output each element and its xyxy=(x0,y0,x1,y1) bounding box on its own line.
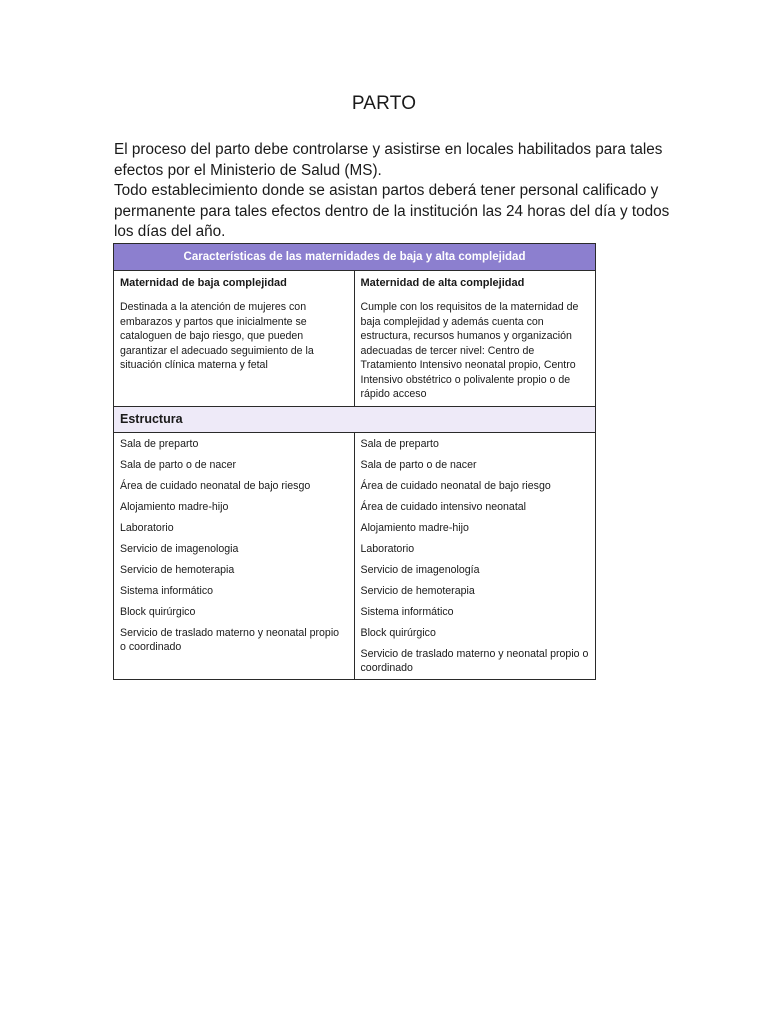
list-item: Laboratorio xyxy=(360,542,415,555)
page-title: PARTO xyxy=(351,93,417,114)
list-item: Sistema informático xyxy=(120,584,214,597)
list-item: Servicio de traslado materno y neonatal propio o coordinado xyxy=(120,626,340,653)
list-item: Sala de parto o de nacer xyxy=(120,458,237,471)
low-complexity-structure-list xyxy=(114,433,355,679)
list-item: Servicio de traslado materno y neonatal propio o coordinado xyxy=(360,647,589,674)
list-item: Sala de parto o de nacer xyxy=(360,458,477,471)
intro-paragraph-1: El proceso del parto debe controlarse y asistirse en locales habilitados para tales efectos por el Ministerio de Salud (MS). xyxy=(114,141,663,179)
list-item: Sistema informático xyxy=(360,605,454,618)
high-complexity-structure-list xyxy=(355,433,596,679)
table-title: Características de las maternidades de baja y alta complejidad xyxy=(114,244,595,271)
structure-row xyxy=(114,433,595,679)
description-row xyxy=(114,300,595,407)
column-headers-row xyxy=(114,271,595,300)
list-item: Servicio de imagenología xyxy=(360,563,480,576)
list-item: Área de cuidado intensivo neonatal xyxy=(360,500,527,513)
maternity-comparison-table xyxy=(113,243,596,680)
list-item: Sala de preparto xyxy=(120,437,199,450)
intro-text xyxy=(114,140,674,243)
list-item: Sala de preparto xyxy=(360,437,439,450)
list-item: Block quirúrgico xyxy=(120,605,196,618)
list-item: Área de cuidado neonatal de bajo riesgo xyxy=(360,479,551,492)
list-item: Laboratorio xyxy=(120,521,174,534)
high-complexity-description: Cumple con los requisitos de la maternidad de baja complejidad y además cuenta con estructura, recursos humanos y organización adecuadas de tercer nivel: Centro de Tratamiento Intensivo neonatal propio, Centro Intensivo obstétrico o polivalente propio o de rápido acceso xyxy=(360,301,579,400)
list-item: Área de cuidado neonatal de bajo riesgo xyxy=(120,479,311,492)
list-item: Servicio de imagenologia xyxy=(120,542,239,555)
low-complexity-header: Maternidad de baja complejidad xyxy=(114,271,355,300)
list-item: Alojamiento madre-hijo xyxy=(120,500,229,513)
list-item: Servicio de hemoterapia xyxy=(120,563,235,576)
list-item: Servicio de hemoterapia xyxy=(360,584,475,597)
intro-paragraph-2: Todo establecimiento donde se asistan partos deberá tener personal calificado y permanente para tales efectos dentro de la institución las 24 horas del día y todos los días del año. xyxy=(114,182,670,240)
high-complexity-header: Maternidad de alta complejidad xyxy=(360,277,525,289)
list-item: Alojamiento madre-hijo xyxy=(360,521,469,534)
low-complexity-description: Destinada a la atención de mujeres con embarazos y partos que inicialmente se cataloguen de bajo riesgo, que pueden garantizar el adecuado seguimiento de la situación clínica materna y fetal xyxy=(114,300,355,406)
list-item: Block quirúrgico xyxy=(360,626,436,639)
structure-section-header: Estructura xyxy=(114,407,595,433)
